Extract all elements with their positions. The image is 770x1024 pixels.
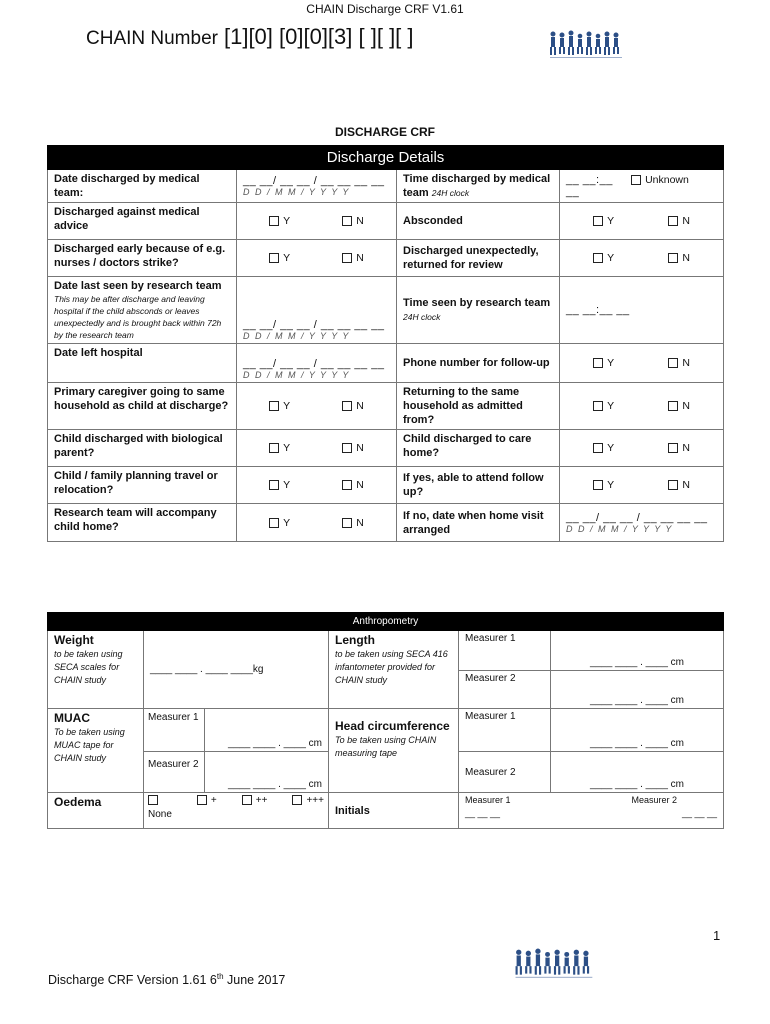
q-discharged-unexpectedly: Discharged unexpectedly, returned for review: [397, 240, 560, 277]
checkbox-icon: [593, 216, 603, 226]
muac-measurer-1[interactable]: [144, 709, 329, 752]
oedema-label-cell: [48, 793, 144, 829]
checkbox-icon: [342, 443, 352, 453]
checkbox-icon: [668, 401, 678, 411]
oedema-plus3-checkbox[interactable]: [292, 795, 324, 820]
yes-label: Y: [607, 215, 615, 227]
biological-parent-yn[interactable]: [237, 430, 397, 467]
checkbox-icon: [269, 443, 279, 453]
time-discharged-field[interactable]: [560, 170, 724, 203]
no-checkbox[interactable]: [342, 442, 364, 454]
date-blank: __ __/ __ __ / __ __ __ __: [243, 358, 385, 370]
footer-version-sup: th: [216, 972, 224, 981]
checkbox-icon: [593, 401, 603, 411]
yes-label: Y: [607, 442, 615, 454]
no-checkbox[interactable]: [668, 215, 690, 227]
yes-label: Y: [607, 479, 615, 491]
yes-label: Y: [607, 400, 615, 412]
no-label: N: [682, 215, 690, 227]
care-home-yn[interactable]: [560, 430, 724, 467]
chain-logo-icon: [512, 948, 598, 980]
date-blank: __ __/ __ __ / __ __ __ __: [566, 511, 708, 524]
discharged-early-yn[interactable]: [237, 240, 397, 277]
yes-checkbox[interactable]: [593, 479, 614, 491]
head-measurer-1: Measurer 1: [459, 709, 551, 752]
length-note: to be taken using SECA 416 infantometer provided for CHAIN study: [335, 649, 448, 685]
checkbox-icon: [593, 480, 603, 490]
weight-field[interactable]: [144, 631, 329, 709]
q-primary-caregiver: Primary caregiver going to same household as child at discharge?: [48, 383, 237, 430]
oedema-plus-checkbox[interactable]: [197, 795, 217, 820]
muac-measurer-2[interactable]: [144, 752, 329, 793]
initials-blank-2[interactable]: __ __ __: [681, 808, 718, 818]
no-checkbox[interactable]: [668, 479, 690, 491]
chain-number-label: CHAIN Number: [86, 28, 218, 49]
unknown-label: Unknown: [645, 174, 689, 186]
q-accompany-child-home: Research team will accompany child home?: [48, 504, 237, 542]
checkbox-icon: [269, 480, 279, 490]
q-phone-number: Phone number for follow-up: [397, 344, 560, 383]
no-checkbox[interactable]: [668, 357, 690, 369]
head-measurer-1-field[interactable]: [551, 709, 724, 752]
no-checkbox[interactable]: [342, 517, 364, 529]
oedema-none-checkbox[interactable]: [148, 795, 172, 820]
checkbox-icon: [269, 518, 279, 528]
length-measurer-1: Measurer 1: [459, 631, 551, 671]
initials-measurer-1: Measurer 1: [465, 795, 511, 805]
no-label: N: [356, 442, 364, 454]
footer-version: [48, 972, 285, 987]
weight-label: Weight: [54, 633, 94, 647]
q-care-home: Child discharged to care home?: [397, 430, 560, 467]
muac-label: MUAC: [54, 711, 90, 725]
accompany-child-home-yn[interactable]: [237, 504, 397, 542]
phone-number-yn[interactable]: [560, 344, 724, 383]
q-travel-relocation: Child / family planning travel or relocation?: [48, 467, 237, 504]
cm-blank: ____ ____ . ____ cm: [590, 695, 684, 706]
no-label: N: [682, 252, 690, 264]
checkbox-icon: [148, 795, 158, 805]
checkbox-icon: [342, 401, 352, 411]
no-label: N: [356, 479, 364, 491]
q-against-advice: Discharged against medical advice: [48, 203, 237, 240]
no-checkbox[interactable]: [668, 252, 690, 264]
yes-checkbox[interactable]: [269, 442, 290, 454]
no-checkbox[interactable]: [342, 479, 364, 491]
checkbox-icon: [668, 216, 678, 226]
measurer-label: Measurer 2: [148, 759, 199, 770]
oedema-none-label: None: [148, 809, 172, 820]
no-checkbox[interactable]: [668, 400, 690, 412]
length-label: Length: [335, 633, 375, 647]
initials-blank-1[interactable]: __ __ __: [465, 808, 501, 818]
q-biological-parent: Child discharged with biological parent?: [48, 430, 237, 467]
date-hint: D D / M M / Y Y Y Y: [243, 331, 350, 341]
cm-blank: ____ ____ . ____ cm: [228, 738, 322, 749]
oedema-options[interactable]: [144, 793, 329, 829]
yes-label: Y: [607, 357, 615, 369]
weight-note: to be taken using SECA scales for CHAIN study: [54, 649, 123, 685]
time-blank: __ __:__ __: [566, 174, 613, 198]
checkbox-icon: [593, 253, 603, 263]
yes-label: Y: [283, 442, 291, 454]
yes-label: Y: [607, 252, 615, 264]
checkbox-icon: [668, 358, 678, 368]
document-title: CHAIN Discharge CRF V1.61: [306, 2, 464, 16]
yes-checkbox[interactable]: [593, 400, 614, 412]
yes-checkbox[interactable]: [593, 252, 614, 264]
discharged-unexpectedly-yn[interactable]: [560, 240, 724, 277]
yes-checkbox[interactable]: [593, 357, 614, 369]
no-label: N: [356, 400, 364, 412]
discharge-details-table: [47, 145, 724, 542]
q-returning-same-household: Returning to the same household as admitted from?: [397, 383, 560, 430]
oedema-plus2-label: ++: [255, 795, 268, 806]
discharge-details-bar: Discharge Details: [48, 146, 724, 170]
length-measurer-2: Measurer 2: [459, 671, 551, 709]
date-last-seen-field[interactable]: [237, 277, 397, 344]
absconded-yn[interactable]: [560, 203, 724, 240]
yes-checkbox[interactable]: [269, 400, 290, 412]
no-label: N: [682, 442, 690, 454]
q-date-left-hospital: Date left hospital: [48, 344, 237, 383]
yes-label: Y: [283, 252, 291, 264]
q-date-last-seen: [48, 277, 237, 344]
checkbox-icon: [631, 175, 641, 185]
no-label: N: [356, 215, 364, 227]
home-visit-date-field[interactable]: [560, 504, 724, 542]
chain-number-digits: [1][0] [0][0][3] [ ][ ][ ]: [223, 24, 414, 49]
q-able-to-attend: If yes, able to attend follow up?: [397, 467, 560, 504]
checkbox-icon: [668, 443, 678, 453]
no-checkbox[interactable]: [342, 252, 364, 264]
date-last-seen-note: This may be after discharge and leaving hospital if the child absconds or leaves unexpectedly and is brought back within 72h by the research team: [54, 294, 222, 340]
weight-blank: ____ ____ . ____ ____kg: [150, 664, 264, 675]
footer-version-date: June 2017: [223, 973, 286, 988]
section-title: DISCHARGE CRF: [334, 125, 435, 139]
footer-version-text: Discharge CRF Version 1.61 6: [48, 973, 217, 988]
primary-caregiver-yn[interactable]: [237, 383, 397, 430]
q-absconded: Absconded: [397, 203, 560, 240]
cm-blank: ____ ____ . ____ cm: [590, 738, 684, 749]
date-hint: D D / M M / Y Y Y Y: [566, 523, 673, 534]
oedema-plus-label: +: [210, 795, 217, 806]
length-measurer-2-field[interactable]: [551, 671, 724, 709]
checkbox-icon: [668, 480, 678, 490]
q-date-last-seen-label: Date last seen by research team: [54, 280, 222, 292]
length-measurer-1-field[interactable]: [551, 631, 724, 671]
yes-label: Y: [283, 400, 291, 412]
initials-label: Initials: [329, 793, 459, 829]
travel-relocation-yn[interactable]: [237, 467, 397, 504]
weight-label-cell: [48, 631, 144, 709]
returning-same-household-yn[interactable]: [560, 383, 724, 430]
anthropometry-table: [47, 612, 724, 829]
able-to-attend-yn[interactable]: [560, 467, 724, 504]
unknown-checkbox[interactable]: [631, 174, 689, 186]
measurer-label: Measurer 1: [148, 712, 199, 723]
checkbox-icon: [242, 795, 252, 805]
checkbox-icon: [269, 253, 279, 263]
length-label-cell: [329, 631, 459, 709]
checkbox-icon: [269, 216, 279, 226]
yes-label: Y: [283, 479, 291, 491]
checkbox-icon: [342, 518, 352, 528]
date-left-hospital-field[interactable]: [237, 344, 397, 383]
checkbox-icon: [269, 401, 279, 411]
oedema-plus3-label: +++: [306, 795, 324, 806]
head-measurer-2-field[interactable]: [551, 752, 724, 793]
muac-label-cell: [48, 709, 144, 793]
date-hint: D D / M M / Y Y Y Y: [243, 187, 350, 197]
checkbox-icon: [593, 443, 603, 453]
date-discharged-field[interactable]: [237, 170, 397, 203]
yes-label: Y: [283, 215, 291, 227]
oedema-label: Oedema: [54, 795, 102, 809]
head-label: Head circumference: [335, 719, 450, 733]
q-time-seen-label: Time seen by research team: [403, 297, 551, 309]
page-number: 1: [713, 928, 721, 943]
checkbox-icon: [668, 253, 678, 263]
head-note: To be taken using CHAIN measuring tape: [335, 735, 437, 758]
no-label: N: [356, 516, 364, 529]
cm-blank: ____ ____ . ____ cm: [590, 657, 684, 668]
no-label: N: [682, 357, 690, 369]
checkbox-icon: [197, 795, 207, 805]
no-label: N: [356, 252, 364, 264]
checkbox-icon: [342, 480, 352, 490]
against-advice-yn[interactable]: [237, 203, 397, 240]
date-blank: __ __/ __ __ / __ __ __ __: [243, 175, 385, 187]
date-blank: __ __/ __ __ / __ __ __ __: [243, 319, 385, 331]
yes-checkbox[interactable]: [269, 252, 290, 264]
yes-checkbox[interactable]: [269, 517, 290, 529]
chain-logo-icon: [548, 30, 626, 60]
clock-note: 24H clock: [431, 188, 470, 198]
no-checkbox[interactable]: [342, 215, 364, 227]
q-time-seen: [397, 277, 560, 344]
oedema-plus2-checkbox[interactable]: [242, 795, 268, 820]
date-hint: D D / M M / Y Y Y Y: [243, 370, 350, 380]
yes-checkbox[interactable]: [269, 479, 290, 491]
yes-checkbox[interactable]: [593, 442, 614, 454]
clock-note: 24H clock: [403, 312, 441, 322]
checkbox-icon: [292, 795, 302, 805]
time-seen-field[interactable]: [560, 277, 724, 344]
time-blank: __ __:__ __: [566, 304, 630, 316]
no-checkbox[interactable]: [668, 442, 690, 454]
muac-note: To be taken using MUAC tape for CHAIN study: [54, 727, 125, 763]
q-home-visit-date: If no, date when home visit arranged: [397, 504, 560, 542]
anthropometry-bar: Anthropometry: [48, 613, 724, 631]
checkbox-icon: [342, 216, 352, 226]
q-time-discharged: [397, 170, 560, 203]
no-checkbox[interactable]: [342, 400, 364, 412]
cm-blank: ____ ____ . ____ cm: [590, 779, 684, 790]
checkbox-icon: [342, 253, 352, 263]
yes-checkbox[interactable]: [593, 215, 614, 227]
head-measurer-2: Measurer 2: [459, 752, 551, 793]
cm-blank: ____ ____ . ____ cm: [228, 779, 322, 790]
head-label-cell: [329, 709, 459, 793]
q-date-discharged: Date discharged by medical team:: [48, 170, 237, 203]
initials-fields[interactable]: [459, 793, 724, 829]
chain-number: [86, 24, 414, 50]
yes-label: Y: [283, 516, 291, 529]
initials-measurer-2: Measurer 2: [631, 795, 678, 805]
q-time-discharged-label: Time discharged by medical team: [403, 173, 551, 199]
no-label: N: [682, 400, 690, 412]
q-discharged-early: Discharged early because of e.g. nurses / doctors strike?: [48, 240, 237, 277]
no-label: N: [682, 479, 690, 491]
checkbox-icon: [593, 358, 603, 368]
yes-checkbox[interactable]: [269, 215, 290, 227]
